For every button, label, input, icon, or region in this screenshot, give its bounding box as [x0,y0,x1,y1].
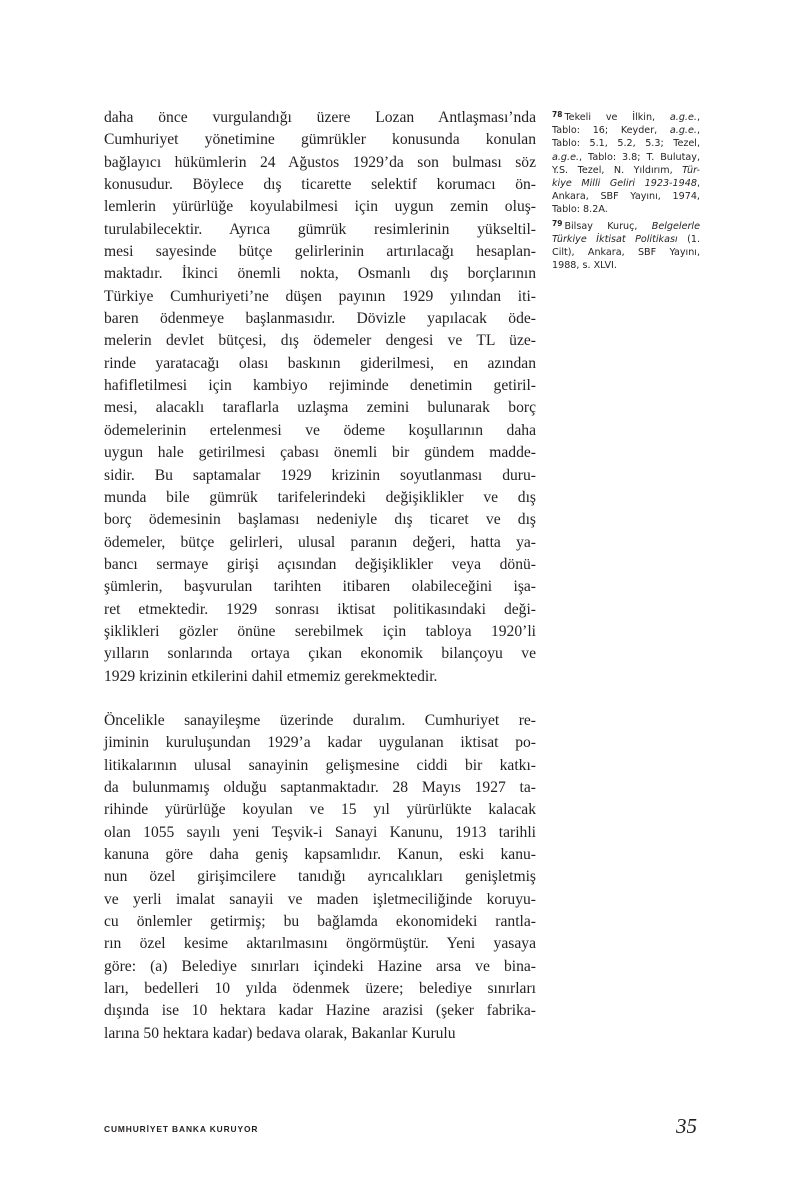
footnote-italic-text: kiye Milli Geliri 1923-1948 [552,178,697,190]
text-line: rihinde yürürlüğe koyulan ve 15 yıl yürürlükte kalacak [104,801,536,819]
text-line: litikalarının ulusal sanayinin gelişmesine ciddi bir katkı- [104,756,536,774]
footnote-italic-text: a.g.e. [669,112,697,123]
footnote-line [552,108,700,124]
footnote-line [552,124,700,137]
footnote-line [552,151,700,164]
text-line: daha önce vurgulandığı üzere Lozan Antlaşması’nda [104,109,536,126]
text-line: rinde yaratacağı olası baskının giderilmesi, en azından [104,354,536,372]
sidenotes-column [552,108,700,272]
footnote-text: Tekeli ve İlkin, [564,112,670,123]
text-line: yılların sonlarında ortaya çıkan ekonomik bilançoyu ve [104,645,536,663]
footnote-line [552,164,700,177]
text-line: rın özel kesime aktarılmasını öngörmüştür. Yeni yasaya [104,935,536,953]
text-line: nun özel girişimcilere tanıdığı ayrıcalıkları genişletmiş [104,868,536,886]
footnote-italic-text: a.g.e. [552,151,580,163]
footnote-79 [552,217,700,273]
footnote-italic-text: a.g.e. [669,125,697,137]
footnote-text: , Tablo: 3.8; T. Bulutay, [579,151,700,163]
text-line: dışında ise 10 hektara kadar Hazine arazisi (şeker fabrika- [104,1002,536,1020]
footnote-italic-text: Tür- [682,164,700,176]
footnote-line [552,246,700,259]
footnote-text: Tablo: 16; Keyder, [552,125,670,137]
text-line: Türkiye Cumhuriyeti’ne düşen payının 1929 yılından iti- [104,287,536,305]
text-line: bancı sermaye girişi açısından değişiklikler veya dönü- [104,555,536,573]
text-line: hafifletilmesi için kambiyo rejiminde denetimin getiril- [104,377,536,395]
main-text-column [104,107,536,1045]
footnote-line [552,190,700,203]
text-line: sidir. Bu saptamalar 1929 krizinin soyutlanması duru- [104,466,536,484]
text-line: kanuna göre daha geniş kapsamlıdır. Kanun, eski kanu- [104,846,536,863]
footnote-text: Bilsay Kuruç, [564,220,652,232]
text-line: turulabilecektir. Ayrıca gümrük resimlerinin yükseltil- [104,220,536,238]
footnote-number: 79 [552,218,563,228]
text-line: ödemelerinin ertelenmesi ve ödeme koşullarının daha [104,421,536,439]
text-line: Öncelikle sanayileşme üzerinde duralım. Cumhuriyet re- [104,711,536,729]
footnote-number: 78 [552,110,563,119]
running-title: CUMHURİYET BANKA KURUYOR [104,1124,259,1134]
text-line: uygun hale getirilmesi çabası önemli bir gündem madde- [104,444,536,462]
page-number: 35 [676,1114,697,1138]
footnote-text: Ankara, SBF Yayını, 1974, [552,191,700,203]
footnote-italic-text: Türkiye İktisat Politikası [552,233,678,245]
text-line: ve yerli imalat sanayii ve maden işletmeciliğinde koruyu- [104,890,536,908]
footnote-italic-text: Belgelerle [651,220,700,232]
footnote-line [552,137,700,150]
text-line: mesi, alacaklı taraflarla uzlaşma zemini bulunarak borç [104,399,536,417]
text-line: göre: (a) Belediye sınırları içindeki Hazine arsa ve bina- [104,957,536,975]
footnote-text: , [696,112,700,123]
text-line: ları, bedelleri 10 yılda ödenmek üzere; belediye sınırları [104,980,536,998]
footnote-line [552,217,700,233]
text-line: şiklikleri gözler önüne serebilmek için tabloya 1920’li [104,622,536,640]
footnote-text: Cilt), Ankara, SBF Yayını, [552,247,700,259]
text-line: ret etmektedir. 1929 sonrası iktisat politikasındaki deği- [104,600,536,618]
text-line: maktadır. İkinci önemli nokta, Osmanlı dış borçlarının [104,265,536,283]
footnote-text: (1. [677,233,700,245]
footnote-line [552,233,700,246]
text-line: 1929 krizinin etkilerini dahil etmemiz gerekmektedir. [104,667,438,685]
text-line: olan 1055 sayılı yeni Teşvik-i Sanayi Kanunu, 1913 tarihli [104,823,536,841]
text-line: munda bile gümrük tarifelerindeki değişiklikler ve dış [104,488,536,506]
footnote-text: Y.S. Tezel, N. Yıldırım, [552,164,683,176]
paragraph-1 [104,107,536,688]
footnote-text: 1988, s. XLVI. [552,260,617,272]
footnote-text: Tablo: 5.1, 5.2, 5.3; Tezel, [552,138,700,150]
text-line: şümlerin, başvurulan tarihten itibaren olabileceğini işa- [104,578,536,596]
footnote-line [552,259,700,272]
text-line: larına 50 hektara kadar) bedava olarak, Bakanlar Kurulu [104,1024,456,1042]
footnote-text: , [696,125,700,137]
text-line: melerin devlet bütçesi, dış ödemeler dengesi ve TL üze- [104,332,536,350]
text-line: Cumhuriyet yönetimine gümrükler konusunda konulan [104,131,536,149]
footnote-text: , [696,178,700,190]
text-line: mesi sayesinde bütçe gelirlerinin artırılacağı hesaplan- [104,243,536,261]
text-line: ödemeler, bütçe gelirleri, ulusal paranın değeri, hatta ya- [104,533,536,551]
text-line: cu önlemler getirmiş; bu bağlamda ekonomideki rantla- [104,913,536,931]
text-line: jiminin kuruluşundan 1929’a kadar uygulanan iktisat po- [104,734,536,752]
footnote-line [552,203,700,216]
text-line: borç ödemesinin başlaması nedeniyle dış ticaret ve dış [104,511,536,529]
text-line: baren ödenmeye başlanmasıdır. Dövizle yapılacak öde- [104,310,536,328]
paragraph-2 [104,710,536,1045]
text-line: da bulunmamış olduğu saptanmaktadır. 28 Mayıs 1927 ta- [104,778,536,796]
footnote-78 [552,108,700,217]
text-line: bağlayıcı hükümlerin 24 Ağustos 1929’da son bulması söz [104,153,536,171]
text-line: konusudur. Böylece dış ticarette selektif korumacı ön- [104,176,536,194]
footnote-line [552,177,700,190]
footnote-text: Tablo: 8.2A. [552,204,608,216]
text-line: lemlerin yürürlüğe koyulabilmesi için uygun zemin oluş- [104,198,536,216]
